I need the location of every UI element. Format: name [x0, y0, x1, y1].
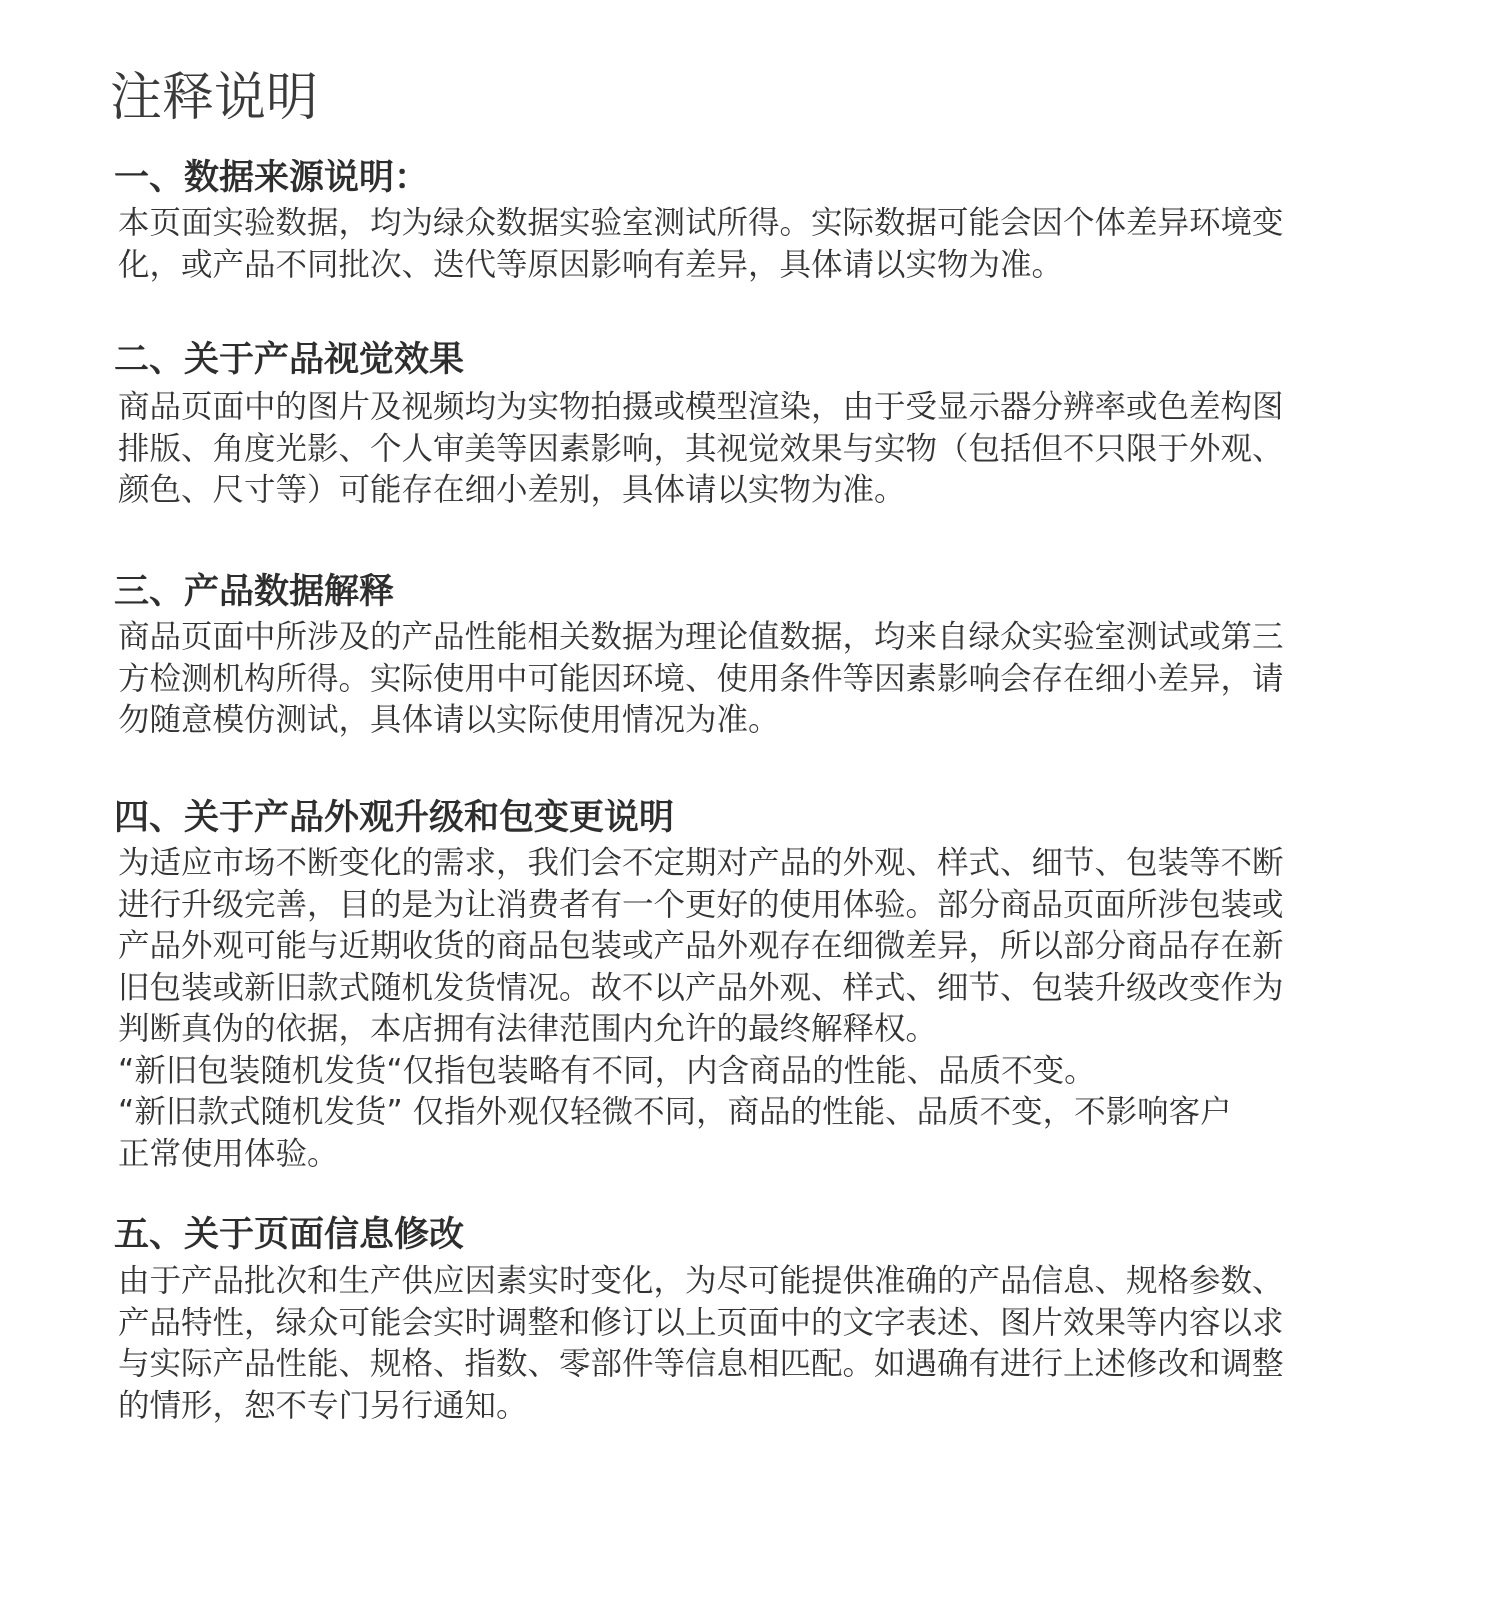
- section-body-visual-effect: [118, 387, 1388, 512]
- paragraph-line: 勿随意模仿测试，具体请以实际使用情况为准。: [118, 702, 780, 738]
- section-body-data-explanation: [118, 617, 1388, 742]
- paragraph-line: 为适应市场不断变化的需求，我们会不定期对产品的外观、样式、细节、包装等不断: [118, 845, 1284, 881]
- paragraph-line: 颜色、尺寸等）可能存在细小差别，具体请以实物为准。: [118, 472, 906, 508]
- section-heading-data-explanation: 三、产品数据解释: [114, 572, 395, 612]
- paragraph-line: 的情形，恕不专门另行通知。: [118, 1387, 528, 1424]
- paragraph-line: 正常使用体验。: [118, 1135, 339, 1172]
- paragraph-line: 与实际产品性能、规格、指数、零部件等信息相匹配。如遇确有进行上述修改和调整: [118, 1346, 1284, 1382]
- section-heading-data-source: 一、数据来源说明：: [114, 158, 430, 198]
- paragraph-line: 判断真伪的依据，本店拥有法律范围内允许的最终解释权。: [118, 1011, 938, 1047]
- paragraph-line: 商品页面中的图片及视频均为实物拍摄或模型渲染，由于受显示器分辨率或色差构图: [118, 389, 1284, 425]
- paragraph-line: 化，或产品不同批次、迭代等原因影响有差异，具体请以实物为准。: [118, 246, 1064, 283]
- section-body-data-source: [118, 203, 1388, 286]
- section-heading-appearance-upgrade: 四、关于产品外观升级和包变更说明: [114, 798, 675, 838]
- section-body-page-info-changes: [118, 1261, 1388, 1427]
- paragraph-line: 进行升级完善，目的是为让消费者有一个更好的使用体验。部分商品页面所涉包装或: [118, 886, 1284, 923]
- section-heading-visual-effect: 二、关于产品视觉效果: [114, 340, 465, 380]
- paragraph-line: 方检测机构所得。实际使用中可能因环境、使用条件等因素影响会存在细小差异，请: [118, 660, 1284, 697]
- paragraph-line: 排版、角度光影、个人审美等因素影响，其视觉效果与实物（包括但不只限于外观、: [118, 430, 1284, 467]
- paragraph-line: “新旧包装随机发货“仅指包装略有不同，内含商品的性能、品质不变。: [118, 1052, 1096, 1089]
- paragraph-line: 由于产品批次和生产供应因素实时变化，为尽可能提供准确的产品信息、规格参数、: [118, 1263, 1284, 1299]
- paragraph-line: 产品特性，绿众可能会实时调整和修订以上页面中的文字表述、图片效果等内容以求: [118, 1304, 1284, 1341]
- section-heading-page-info-changes: 五、关于页面信息修改: [114, 1215, 465, 1255]
- paragraph-line: “新旧款式随机发货” 仅指外观仅轻微不同，商品的性能、品质不变，不影响客户: [118, 1094, 1232, 1130]
- section-body-appearance-upgrade: [118, 843, 1388, 1175]
- paragraph-line: 旧包装或新旧款式随机发货情况。故不以产品外观、样式、细节、包装升级改变作为: [118, 969, 1284, 1006]
- page-title: 注释说明: [110, 68, 319, 128]
- paragraph-line: 商品页面中所涉及的产品性能相关数据为理论值数据，均来自绿众实验室测试或第三: [118, 619, 1284, 655]
- paragraph-line: 本页面实验数据，均为绿众数据实验室测试所得。实际数据可能会因个体差异环境变: [118, 205, 1284, 241]
- paragraph-line: 产品外观可能与近期收货的商品包装或产品外观存在细微差异，所以部分商品存在新: [118, 928, 1284, 964]
